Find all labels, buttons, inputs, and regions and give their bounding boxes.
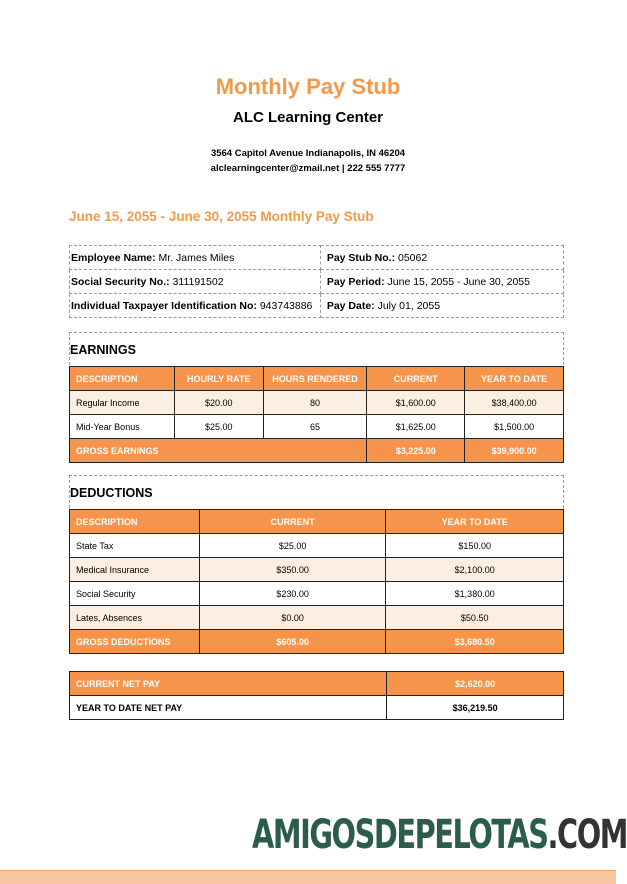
column-header: HOURS RENDERED [263,367,367,391]
column-header: CURRENT [367,367,465,391]
watermark-domain: .COM [547,812,627,858]
table-cell: $20.00 [174,391,263,415]
pay-date-cell [320,294,563,318]
pay-period-cell [320,270,563,294]
table-cell: State Tax [70,534,200,558]
footer-bar [0,870,616,884]
table-row [70,415,564,439]
table-cell: $25.00 [174,415,263,439]
info-row [70,294,564,318]
table-row [70,606,564,630]
current-net-pay-row [70,672,564,696]
earnings-header-row [70,367,564,391]
table-cell: $350.00 [199,558,386,582]
current-net-pay-value: $2,620.00 [387,672,564,696]
table-cell: $25.00 [199,534,386,558]
itin-cell [70,294,321,318]
table-cell: $0.00 [199,606,386,630]
itin-label: Individual Taxpayer Identification No: [71,299,257,312]
table-row [70,534,564,558]
gross-earnings-current: $3,225.00 [367,439,465,463]
deductions-table [69,509,564,654]
net-pay-table [69,671,564,720]
itin-value: 943743886 [256,299,313,312]
table-cell: Social Security [70,582,200,606]
gross-earnings-ytd: $39,900.00 [465,439,564,463]
table-cell: Regular Income [70,391,175,415]
table-cell: $1,600.00 [367,391,465,415]
pay-stub-no-cell [320,246,563,270]
employee-name-label: Employee Name: [71,251,156,264]
gross-deductions-current: $605.00 [199,630,386,654]
ytd-net-pay-value: $36,219.50 [387,696,564,720]
pay-date-value: July 01, 2055 [374,299,441,312]
table-row [70,391,564,415]
table-cell: $150.00 [386,534,564,558]
info-row [70,270,564,294]
table-cell: 80 [263,391,367,415]
table-row [70,582,564,606]
employee-name-value: Mr. James Miles [155,251,235,264]
page-title: Monthly Pay Stub [215,74,401,99]
company-name: ALC Learning Center [232,109,383,126]
table-cell: Lates, Absences [70,606,200,630]
table-cell: $1,380.00 [386,582,564,606]
column-header: DESCRIPTION [70,510,200,534]
ssn-label: Social Security No.: [71,275,170,288]
table-cell: $1,625.00 [367,415,465,439]
pay-stub-no-label: Pay Stub No.: [326,251,396,264]
pay-date-label: Pay Date: [326,299,375,312]
gross-earnings-label: GROSS EARNINGS [70,439,367,463]
ytd-net-pay-row [70,696,564,720]
column-header: DESCRIPTION [70,367,175,391]
table-cell: 65 [263,415,367,439]
current-net-pay-label: CURRENT NET PAY [70,672,387,696]
gross-deductions-label: GROSS DEDUCTIONS [70,630,200,654]
table-cell: $2,100.00 [386,558,564,582]
pay-stub-no-value: 05062 [395,251,428,264]
table-row [70,558,564,582]
table-cell: Mid-Year Bonus [70,415,175,439]
gross-deductions-ytd: $3,680.50 [386,630,564,654]
table-cell: $230.00 [199,582,386,606]
column-header: CURRENT [199,510,386,534]
table-cell: Medical Insurance [70,558,200,582]
earnings-heading: EARNINGS [69,332,564,365]
watermark-text: AMIGOSDEPELOTAS [252,812,548,858]
table-cell: $38,400.00 [465,391,564,415]
pay-period-value: June 15, 2055 - June 30, 2055 [384,275,530,288]
info-row [70,246,564,270]
table-cell: $1,500.00 [465,415,564,439]
column-header: YEAR TO DATE [465,367,564,391]
employee-info-table [69,245,564,318]
ssn-value: 311191502 [169,275,224,288]
ytd-net-pay-label: YEAR TO DATE NET PAY [70,696,387,720]
deductions-heading: DEDUCTIONS [69,475,564,508]
table-cell: $50.50 [386,606,564,630]
company-contact: alclearningcenter@zmail.net | 222 555 7777 [210,163,406,174]
deductions-header-row [70,510,564,534]
watermark-logo [252,812,627,858]
gross-earnings-row [70,439,564,463]
gross-deductions-row [70,630,564,654]
earnings-table [69,366,564,463]
employee-name-cell [70,246,321,270]
ssn-cell [70,270,321,294]
pay-period-label: Pay Period: [326,275,385,288]
company-address: 3564 Capitol Avenue Indianapolis, IN 46204 [210,148,406,159]
column-header: HOURLY RATE [174,367,263,391]
pay-period-heading: June 15, 2055 - June 30, 2055 Monthly Pay Stub [69,209,374,224]
column-header: YEAR TO DATE [386,510,564,534]
